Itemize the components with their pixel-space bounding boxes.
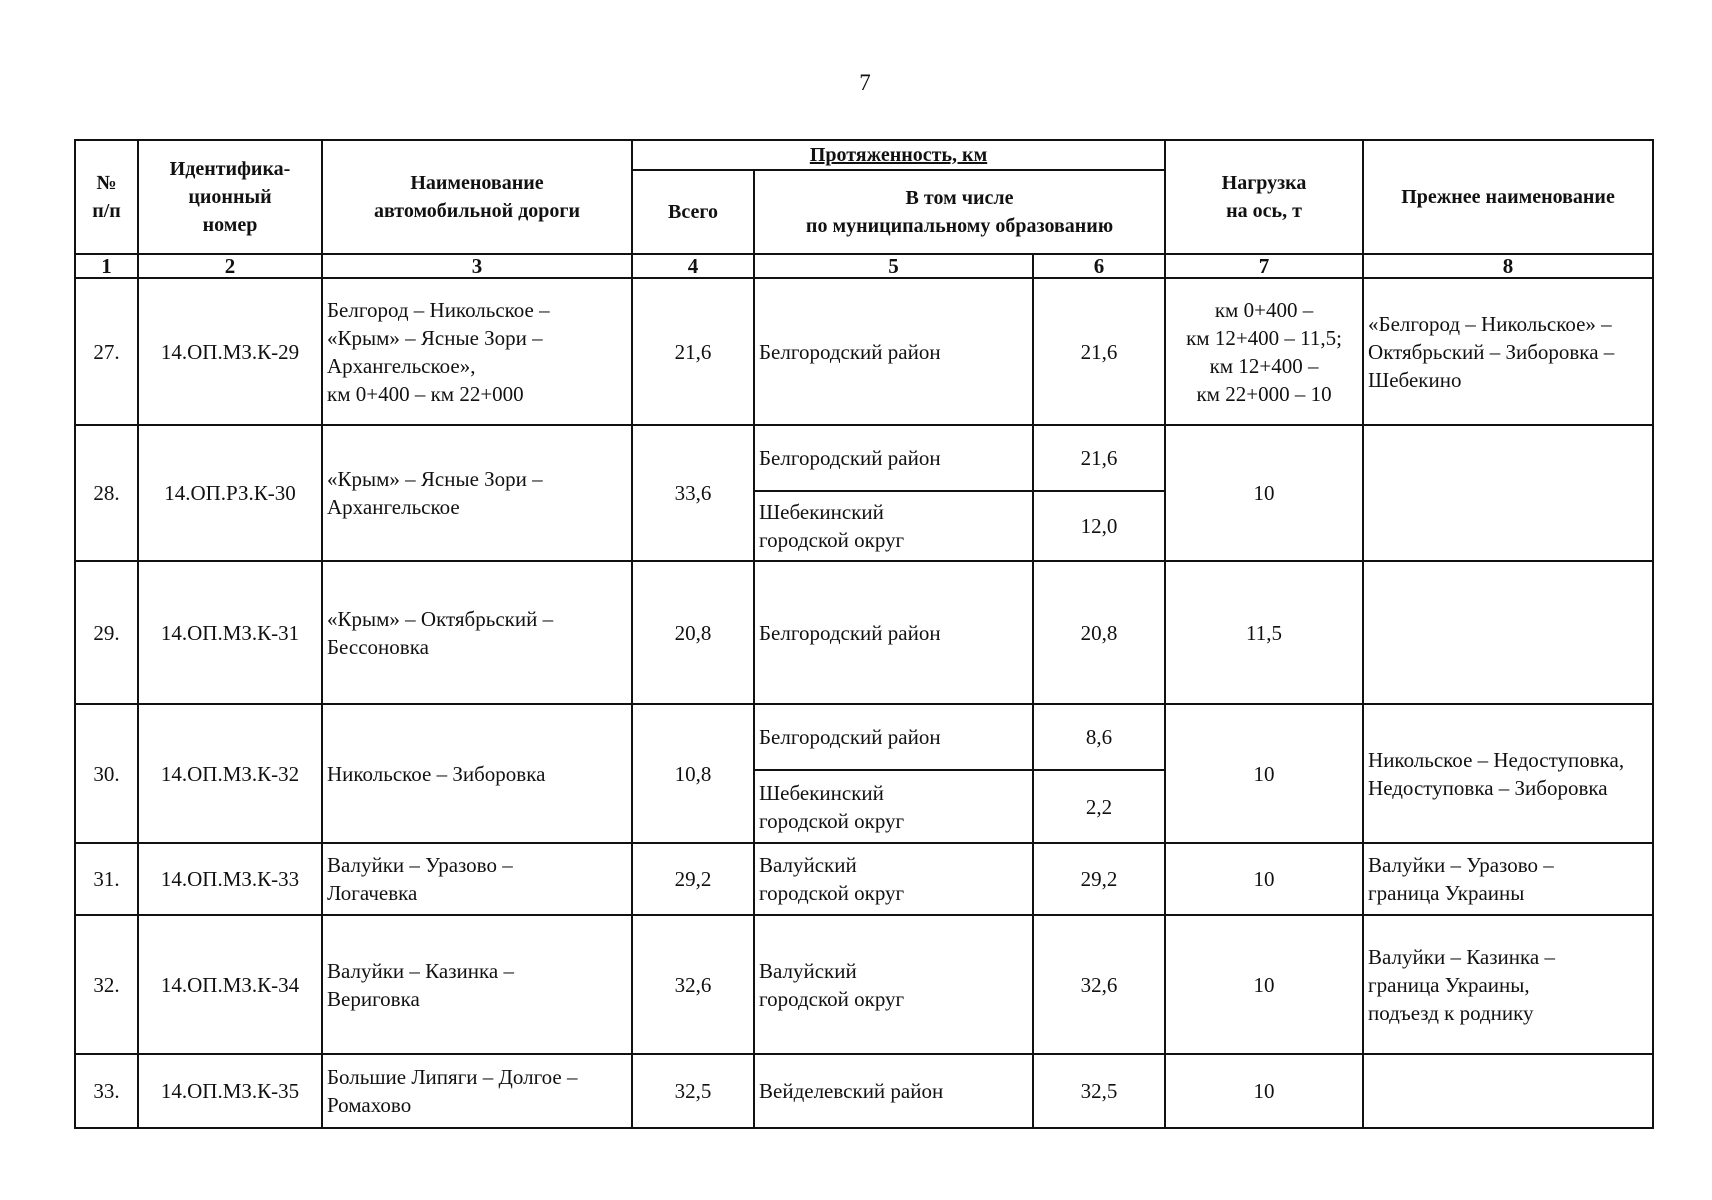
- column-index: 3: [322, 254, 632, 278]
- row-road-name: Валуйки – Уразово – Логачевка: [322, 843, 632, 915]
- column-index: 2: [138, 254, 322, 278]
- row-axle-load: 10: [1165, 425, 1363, 561]
- row-id: 14.ОП.МЗ.К-34: [138, 915, 322, 1054]
- row-id: 14.ОП.МЗ.К-32: [138, 704, 322, 843]
- header-load: Нагрузка на ось, т: [1165, 140, 1363, 254]
- row-road-name: «Крым» – Октябрьский – Бессоновка: [322, 561, 632, 704]
- row-road-name: Валуйки – Казинка – Вериговка: [322, 915, 632, 1054]
- row-former-name: Валуйки – Уразово – граница Украины: [1363, 843, 1653, 915]
- row-municipality-length: 21,6: [1033, 425, 1165, 491]
- table-row: [75, 843, 1653, 915]
- row-num: 28.: [75, 425, 138, 561]
- row-municipality: Валуйский городской округ: [754, 843, 1033, 915]
- row-id: 14.ОП.МЗ.К-33: [138, 843, 322, 915]
- row-municipality: Белгородский район: [754, 278, 1033, 425]
- row-municipality: Шебекинский городской округ: [754, 491, 1033, 561]
- row-former-name: [1363, 425, 1653, 561]
- column-index: 7: [1165, 254, 1363, 278]
- table-row: [75, 704, 1653, 770]
- column-index-row: [75, 254, 1653, 278]
- column-index: 5: [754, 254, 1033, 278]
- row-municipality-length: 20,8: [1033, 561, 1165, 704]
- row-municipality: Шебекинский городской округ: [754, 770, 1033, 843]
- row-num: 31.: [75, 843, 138, 915]
- row-num: 30.: [75, 704, 138, 843]
- header-length: Протяженность, км: [632, 140, 1165, 170]
- row-municipality-length: 8,6: [1033, 704, 1165, 770]
- row-total: 21,6: [632, 278, 754, 425]
- row-municipality: Валуйский городской округ: [754, 915, 1033, 1054]
- header-total: Всего: [632, 170, 754, 254]
- row-total: 32,6: [632, 915, 754, 1054]
- row-road-name: Белгород – Никольское – «Крым» – Ясные Зори – Архангельское», км 0+400 – км 22+000: [322, 278, 632, 425]
- row-municipality-length: 29,2: [1033, 843, 1165, 915]
- row-former-name: «Белгород – Никольское» – Октябрьский – Зиборовка – Шебекино: [1363, 278, 1653, 425]
- row-num: 27.: [75, 278, 138, 425]
- row-former-name: Валуйки – Казинка – граница Украины, подъезд к роднику: [1363, 915, 1653, 1054]
- table-row: [75, 278, 1653, 425]
- row-axle-load: км 0+400 – км 12+400 – 11,5; км 12+400 – км 22+000 – 10: [1165, 278, 1363, 425]
- row-road-name: Никольское – Зиборовка: [322, 704, 632, 843]
- row-municipality: Белгородский район: [754, 561, 1033, 704]
- row-municipality-length: 32,6: [1033, 915, 1165, 1054]
- column-index: 6: [1033, 254, 1165, 278]
- row-former-name: Никольское – Недоступовка, Недоступовка – Зиборовка: [1363, 704, 1653, 843]
- row-municipality-length: 21,6: [1033, 278, 1165, 425]
- row-municipality-length: 32,5: [1033, 1054, 1165, 1128]
- table-row: [75, 425, 1653, 491]
- row-total: 20,8: [632, 561, 754, 704]
- row-total: 32,5: [632, 1054, 754, 1128]
- row-municipality-length: 2,2: [1033, 770, 1165, 843]
- header-row-1: [75, 140, 1653, 170]
- row-road-name: Большие Липяги – Долгое – Ромахово: [322, 1054, 632, 1128]
- row-num: 29.: [75, 561, 138, 704]
- table-row: [75, 1054, 1653, 1128]
- page-number: 7: [859, 70, 871, 95]
- row-total: 10,8: [632, 704, 754, 843]
- row-axle-load: 10: [1165, 843, 1363, 915]
- column-index: 4: [632, 254, 754, 278]
- row-num: 33.: [75, 1054, 138, 1128]
- column-index: 1: [75, 254, 138, 278]
- column-index: 8: [1363, 254, 1653, 278]
- header-former: Прежнее наименование: [1363, 140, 1653, 254]
- row-municipality-length: 12,0: [1033, 491, 1165, 561]
- row-id: 14.ОП.МЗ.К-29: [138, 278, 322, 425]
- row-num: 32.: [75, 915, 138, 1054]
- row-id: 14.ОП.РЗ.К-30: [138, 425, 322, 561]
- row-road-name: «Крым» – Ясные Зори – Архангельское: [322, 425, 632, 561]
- row-municipality: Вейделевский район: [754, 1054, 1033, 1128]
- row-id: 14.ОП.МЗ.К-31: [138, 561, 322, 704]
- row-total: 33,6: [632, 425, 754, 561]
- row-axle-load: 10: [1165, 704, 1363, 843]
- row-axle-load: 11,5: [1165, 561, 1363, 704]
- header-municipal: В том числе по муниципальному образованию: [754, 170, 1165, 254]
- header-name: Наименование автомобильной дороги: [322, 140, 632, 254]
- row-id: 14.ОП.МЗ.К-35: [138, 1054, 322, 1128]
- table-row: [75, 561, 1653, 704]
- row-former-name: [1363, 1054, 1653, 1128]
- row-municipality: Белгородский район: [754, 425, 1033, 491]
- header-id: Идентифика- ционный номер: [138, 140, 322, 254]
- row-axle-load: 10: [1165, 1054, 1363, 1128]
- header-num: № п/п: [75, 140, 138, 254]
- row-former-name: [1363, 561, 1653, 704]
- row-municipality: Белгородский район: [754, 704, 1033, 770]
- roads-table: [74, 139, 1654, 1129]
- row-axle-load: 10: [1165, 915, 1363, 1054]
- row-total: 29,2: [632, 843, 754, 915]
- table-row: [75, 915, 1653, 1054]
